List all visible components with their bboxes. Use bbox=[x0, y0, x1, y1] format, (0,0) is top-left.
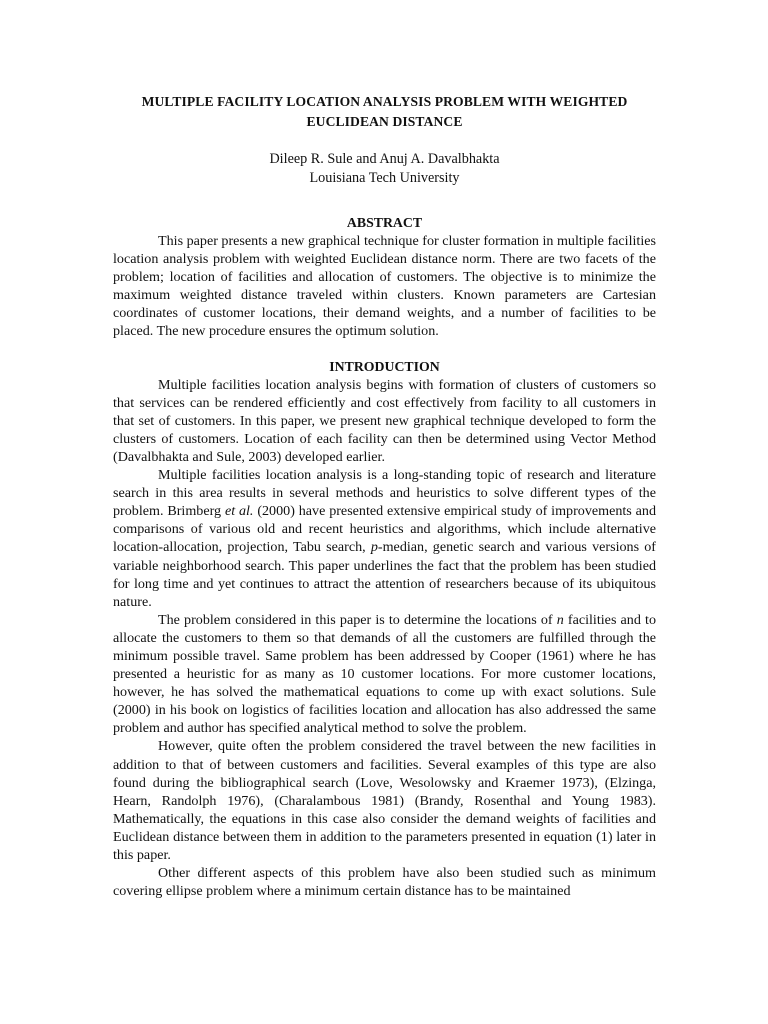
introduction-heading: INTRODUCTION bbox=[329, 358, 440, 374]
p3-text-a: The problem considered in this paper is to determine the locations of bbox=[158, 611, 557, 628]
p2-italic-p: p bbox=[370, 539, 378, 556]
abstract-heading: ABSTRACT bbox=[346, 215, 423, 230]
title-line-2: EUCLIDEAN DISTANCE bbox=[306, 114, 463, 129]
p2-text-a: Multiple facilities location analysis is a long-standing topic of research and literature search in this area results in several methods and heuristics to solve different types of the problem. Brimberg bbox=[113, 467, 656, 520]
title-line-1: MULTIPLE FACILITY LOCATION ANALYSIS PROBLEM WITH WEIGHTED bbox=[141, 94, 628, 109]
author-affiliation: Louisiana Tech University bbox=[309, 170, 460, 186]
author-names: Dileep R. Sule and Anuj A. Davalbhakta bbox=[269, 151, 500, 167]
p3-text-c: facilities and to allocate the customers to them so that demands of all the customers are fulfilled through the minimum possible travel. Same problem has been addressed by Cooper (1961) where he has presented a heuristic for as many as 10 customer locations. For more customer locations, however, he has solved the mathematical equations to come up with exact solutions. Sule (2000) in his book on logistics of facilities location and allocation has also addressed the same problem and author has specified analytical method to solve the problem. bbox=[113, 611, 657, 737]
intro-paragraph-4: However, quite often the problem considered the travel between the new facilities in addition to that of between customers and facilities. Several examples of this type are also found during the bibliographical search (Love, Wesolowsky and Kraemer 1973), (Elzinga, Hearn, Randolph 1976), (Charalambous 1981) (Brandy, Rosenthal and Young 1983). Mathematically, the equations in this case also consider the demand weights of facilities and Euclidean distance between them in addition to the parameters presented in equation (1) later in this paper. bbox=[113, 738, 656, 863]
intro-paragraph-1: Multiple facilities location analysis begins with formation of clusters of customers so that services can be rendered efficiently and cost effectively from facility to all customers in that set of customers. In this paper, we present new graphical technique developed to form the clusters of customers. Location of each facility can then be determined using Vector Method (Davalbhakta and Sule, 2003) developed earlier. bbox=[113, 376, 656, 465]
author-block bbox=[113, 150, 656, 188]
paper-title bbox=[113, 92, 656, 132]
abstract-paragraph: This paper presents a new graphical technique for cluster formation in multiple facilities location analysis problem with weighted Euclidean distance norm. There are two facets of the problem; location of facilities and allocation of customers. The objective is to minimize the maximum weighted distance traveled within clusters. Known parameters are Cartesian coordinates of customer locations, their demand weights, and a number of facilities to be placed. The new procedure ensures the optimum solution. bbox=[113, 233, 656, 340]
p3-italic-n: n bbox=[556, 611, 564, 628]
p2-text-c: (2000) have presented extensive empirical study of improvements and comparisons of various old and recent heuristics and algorithms, which include alternative location-allocation, projection, Tabu search, bbox=[113, 503, 656, 556]
intro-paragraph-2 bbox=[113, 466, 656, 611]
intro-paragraph-5: Other different aspects of this problem have also been studied such as minimum covering ellipse problem where a minimum certain distance has to be maintained bbox=[113, 865, 656, 900]
intro-paragraph-3 bbox=[113, 611, 656, 738]
p2-text-e: -median, genetic search and various versions of variable neighborhood search. This paper underlines the fact that the problem has been studied for long time and yet continues to attract the attention of researchers because of its ubiquitous nature. bbox=[113, 539, 656, 610]
p2-italic-et-al: et al. bbox=[224, 503, 254, 520]
